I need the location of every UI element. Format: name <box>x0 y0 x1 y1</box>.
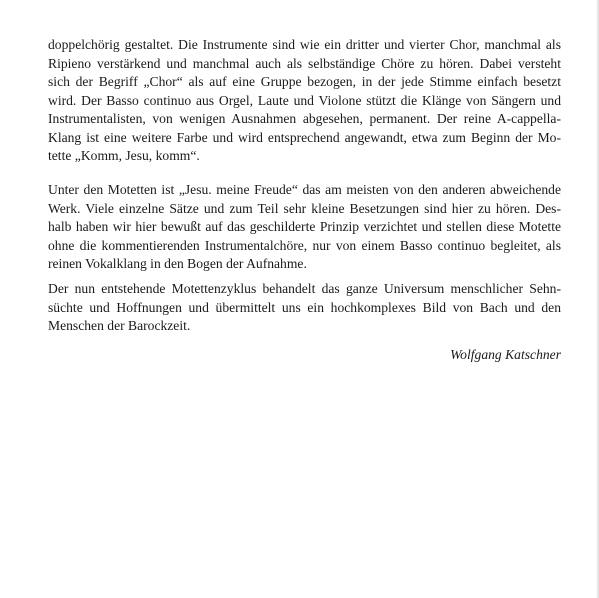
text-line: wird. Der Basso continuo aus Orgel, Laute und Violone stützt die Klänge von Sängern und <box>48 92 561 108</box>
text-line: Klang ist eine weitere Farbe und wird entsprechend angewandt, etwa zum Beginn der Mo- <box>48 129 561 145</box>
text-line: halb haben wir hier bewußt auf das geschilderte Prinzip verzichtet und stellen diese Motette <box>48 219 561 234</box>
text-line: reinen Vokalklang in den Bogen der Aufnahme. <box>48 256 307 271</box>
text-line: doppelchörig gestaltet. Die Instrumente sind wie ein dritter und vierter Chor, manchmal als <box>48 37 561 52</box>
text-line: Ripieno verstärkend und manchmal auch als selbständige Chöre zu hören. Dabei versteht <box>48 55 561 71</box>
paragraph-2 <box>48 181 561 274</box>
text-line: Der nun entstehende Motettenzyklus behandelt das ganze Universum menschlicher Sehn- <box>48 281 561 296</box>
text-line: Instrumentalisten, von wenigen Ausnahmen abgesehen, permanent. Der reine A-cappella- <box>48 111 561 126</box>
text-line: Werk. Viele einzelne Sätze und zum Teil sehr kleine Besetzungen sind hier zu hören. Des- <box>48 200 561 216</box>
text-line: Unter den Motetten ist „Jesu. meine Freude“ das am meisten von den anderen abweichende <box>48 182 561 197</box>
text-line: sich der Begriff „Chor“ als auf eine Gruppe bezogen, in der jede Stimme einfach besetzt <box>48 74 561 89</box>
text-line: süchte und Hoffnungen und übermittelt uns ein hochkomplexes Bild von Bach und den <box>48 299 561 315</box>
text-line: ohne die kommentierenden Instrumentalchöre, nur von einem Basso continuo begleitet, als <box>48 237 561 253</box>
paragraph-3 <box>48 280 561 336</box>
paragraph-1 <box>48 36 561 166</box>
author-signature: Wolfgang Katschner <box>450 347 561 362</box>
text-line: Menschen der Barockzeit. <box>48 318 191 333</box>
text-line: tette „Komm, Jesu, komm“. <box>48 148 200 163</box>
